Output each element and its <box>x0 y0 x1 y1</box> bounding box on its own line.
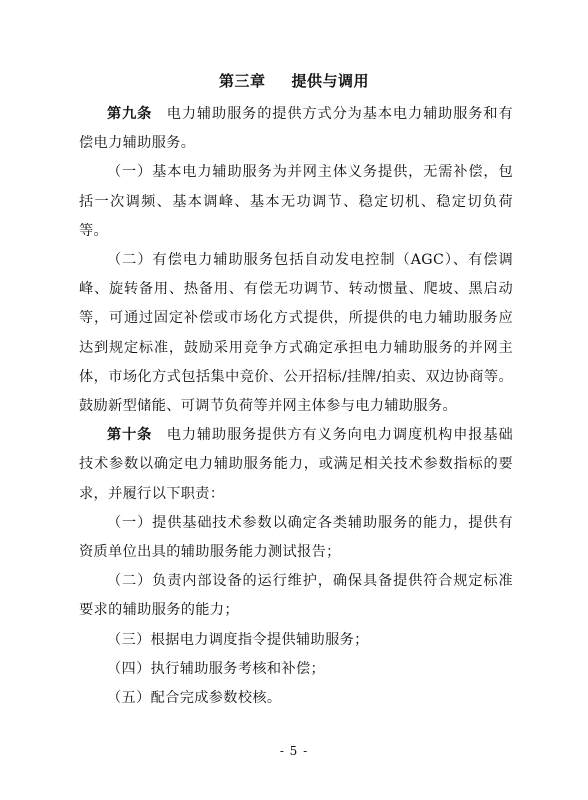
page-number: - 5 - <box>279 744 309 758</box>
article-10-item-2: （二）负责内部设备的运行维护，确保具备提供符合规定标准要求的辅助服务的能力； <box>79 573 513 619</box>
article-10-item-5: （五）配合完成参数校核。 <box>107 690 282 707</box>
article-9-item-1: （一）基本电力辅助服务为并网主体义务提供，无需补偿，包括一次调频、基本调峰、基本无功调节、稳定切机、稳定切负荷等。 <box>79 164 513 239</box>
article-9-paragraph <box>79 100 513 158</box>
document-body <box>79 100 513 713</box>
article-9-label: 第九条 <box>107 106 153 122</box>
article-10-paragraph <box>79 421 513 509</box>
article-10-item-1: （一）提供基础技术参数以确定各类辅助服务的能力，提供有资质单位出具的辅助服务能力测试报告； <box>79 514 513 561</box>
article-9-intro: 电力辅助服务的提供方式分为基本电力辅助服务和有偿电力辅助服务。 <box>79 106 513 152</box>
chapter-title-text: 提供与调用 <box>291 72 370 90</box>
article-10-item-4: （四）执行辅助服务考核和补偿； <box>107 660 326 677</box>
chapter-number: 第三章 <box>218 72 266 90</box>
article-10-item-3: （三）根据电力调度指令提供辅助服务； <box>107 631 369 648</box>
article-9-item-2: （二）有偿电力辅助服务包括自动发电控制（AGC）、有偿调峰、旋转备用、热备用、有偿无功调节、转动惯量、爬坡、黑启动等，可通过固定补偿或市场化方式提供，所提供的电力辅助服务应达到规定标准，鼓励采用竞争方式确定承担电力辅助服务的并网主体，市场化方式包括集中竞价、公开招标/挂牌/拍卖、双边协商等。鼓励新型储能、可调节负荷等并网主体参与电力辅助服务。 <box>79 252 513 415</box>
article-10-label: 第十条 <box>107 427 153 444</box>
article-10-intro: 电力辅助服务提供方有义务向电力调度机构申报基础技术参数以确定电力辅助服务能力，或满足相关技术参数指标的要求，并履行以下职责： <box>79 427 513 502</box>
chapter-heading <box>0 70 588 91</box>
